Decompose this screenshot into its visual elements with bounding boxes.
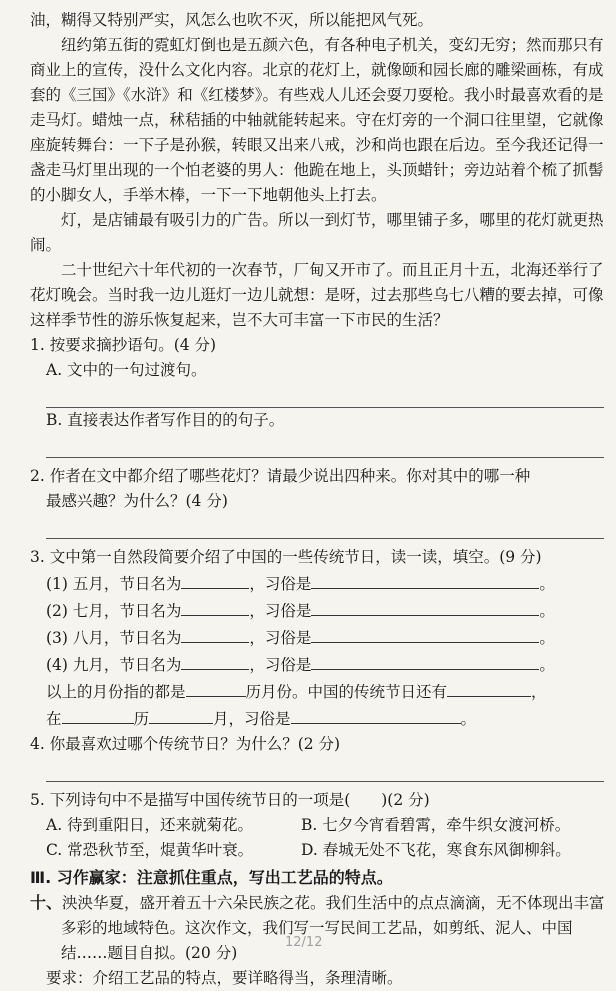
- item-label: (3) 八月，节日名为: [46, 629, 182, 647]
- summary-text: 在: [46, 710, 62, 728]
- answer-line-4[interactable]: [46, 757, 604, 782]
- item-label: (1) 五月，节日名为: [46, 575, 182, 593]
- item-mid: ，习俗是: [249, 602, 312, 620]
- question-3-summary-2: [30, 705, 606, 732]
- custom-blank[interactable]: [311, 651, 539, 670]
- question-3-item-4: [30, 651, 606, 678]
- item-label: (2) 七月，节日名为: [46, 602, 182, 620]
- calendar-blank[interactable]: [62, 705, 134, 724]
- option-a[interactable]: A. 待到重阳日，还来就菊花。: [46, 816, 254, 834]
- question-5-title: 5. 下列诗句中不是描写中国传统节日的一项是( )(2 分): [30, 791, 430, 809]
- question-4-title: 4. 你最喜欢过哪个传统节日？为什么？(2 分): [30, 735, 341, 753]
- question-2-line-2: 最感兴趣？为什么？(4 分): [46, 492, 228, 510]
- page-number: 12/12: [285, 935, 323, 950]
- option-d[interactable]: D. 春城无处不飞花，寒食东风御柳斜。: [301, 841, 571, 859]
- custom-blank[interactable]: [311, 597, 539, 616]
- passage-paragraph-0: 油，糊得又特别严实，风怎么也吹不灭，所以能把风气死。: [30, 11, 434, 29]
- custom-blank[interactable]: [311, 624, 539, 643]
- summary-text: 以上的月份指的都是: [46, 683, 186, 701]
- summary-text: 。: [460, 710, 477, 728]
- option-b[interactable]: B. 七夕今宵看碧霄，牵牛织女渡河桥。: [301, 816, 571, 834]
- summary-text: ，: [531, 683, 547, 701]
- festival-blank[interactable]: [447, 678, 531, 697]
- item-label: (4) 九月，节日名为: [46, 656, 182, 674]
- option-c[interactable]: C. 常恐秋节至，焜黄华叶衰。: [46, 841, 254, 859]
- item-end: 。: [539, 575, 555, 593]
- question-3-summary-1: [30, 678, 606, 705]
- calendar-blank[interactable]: [186, 678, 246, 697]
- item-mid: ，习俗是: [249, 629, 312, 647]
- item-end: 。: [539, 629, 555, 647]
- item-mid: ，习俗是: [249, 656, 312, 674]
- section-3-heading: Ⅲ. 习作赢家：注意抓住重点，写出工艺品的特点。: [30, 868, 393, 887]
- festival-blank[interactable]: [181, 597, 249, 616]
- essay-label: 十、: [30, 893, 63, 912]
- answer-line-1a[interactable]: [46, 383, 604, 408]
- month-blank[interactable]: [149, 705, 213, 724]
- question-3-item-3: [30, 624, 606, 651]
- custom-blank[interactable]: [291, 705, 461, 724]
- festival-blank[interactable]: [181, 651, 249, 670]
- question-3-item-1: [30, 570, 606, 597]
- exam-page: [30, 8, 606, 991]
- question-3-item-2: [30, 597, 606, 624]
- question-1-b: B. 直接表达作者写作目的的句子。: [46, 411, 285, 429]
- festival-blank[interactable]: [181, 624, 249, 643]
- item-mid: ，习俗是: [249, 575, 312, 593]
- question-2-line-1: 2. 作者在文中都介绍了哪些花灯？请最少说出四种来。你对其中的哪一种: [30, 467, 531, 485]
- festival-blank[interactable]: [181, 570, 249, 589]
- summary-text: 历月份。中国的传统节日还有: [245, 683, 448, 701]
- question-5-options: [30, 813, 606, 863]
- custom-blank[interactable]: [311, 570, 539, 589]
- passage-paragraph-3: 二十世纪六十年代初的一次春节，厂甸又开市了。而且正月十五，北海还举行了花灯晚会。当时我一边儿逛灯一边儿就想：是呀，过去那些乌七八糟的要去掉，可像这样季节性的游乐恢复起来，岂不大可丰富一下市民的生活？: [30, 261, 604, 329]
- question-1-title: 1. 按要求摘抄语句。(4 分): [30, 336, 217, 354]
- answer-line-1b[interactable]: [46, 433, 604, 458]
- answer-line-2[interactable]: [46, 514, 604, 539]
- passage-paragraph-1: 纽约第五街的霓虹灯倒也是五颜六色，有各种电子机关，变幻无穷；然而那只有商业上的宣传，没什么文化内容。北京的花灯上，就像颐和园长廊的雕梁画栋，有成套的《三国》《水浒》和《红楼梦》。有些戏人儿还会耍刀耍枪。我小时最喜欢看的是走马灯。蜡烛一点，秫秸插的中轴就能转起来。守在灯旁的一个洞口往里望，它就像座旋转舞台：一下子是孙猴，转眼又出来八戒，沙和尚也跟在后边。至今我还记得一盏走马灯里出现的一个怕老婆的男人：他跪在地上，头顶蜡针；旁边站着个梳了抓髻的小脚女人，手举木棒，一下一下地朝他头上打去。: [30, 36, 604, 204]
- essay-text: 泱泱华夏，盛开着五十六朵民族之花。我们生活中的点点滴滴，无不体现出丰富多彩的地域特色。这次作文，我们写一写民间工艺品，如剪纸、泥人、中国结……题目自拟。(20 分): [61, 894, 605, 962]
- item-end: 。: [539, 656, 555, 674]
- item-end: 。: [539, 602, 555, 620]
- question-1-a: A. 文中的一句过渡句。: [46, 361, 207, 379]
- summary-text: 历: [133, 710, 150, 728]
- essay-requirement: 要求：介绍工艺品的特点，要详略得当，条理清晰。: [46, 969, 403, 987]
- passage-paragraph-2: 灯，是店铺最有吸引力的广告。所以一到灯节，哪里铺子多，哪里的花灯就更热闹。: [30, 211, 604, 254]
- question-3-title: 3. 文中第一自然段简要介绍了中国的一些传统节日，读一读，填空。(9 分): [30, 548, 542, 566]
- summary-text: 月，习俗是: [213, 710, 291, 728]
